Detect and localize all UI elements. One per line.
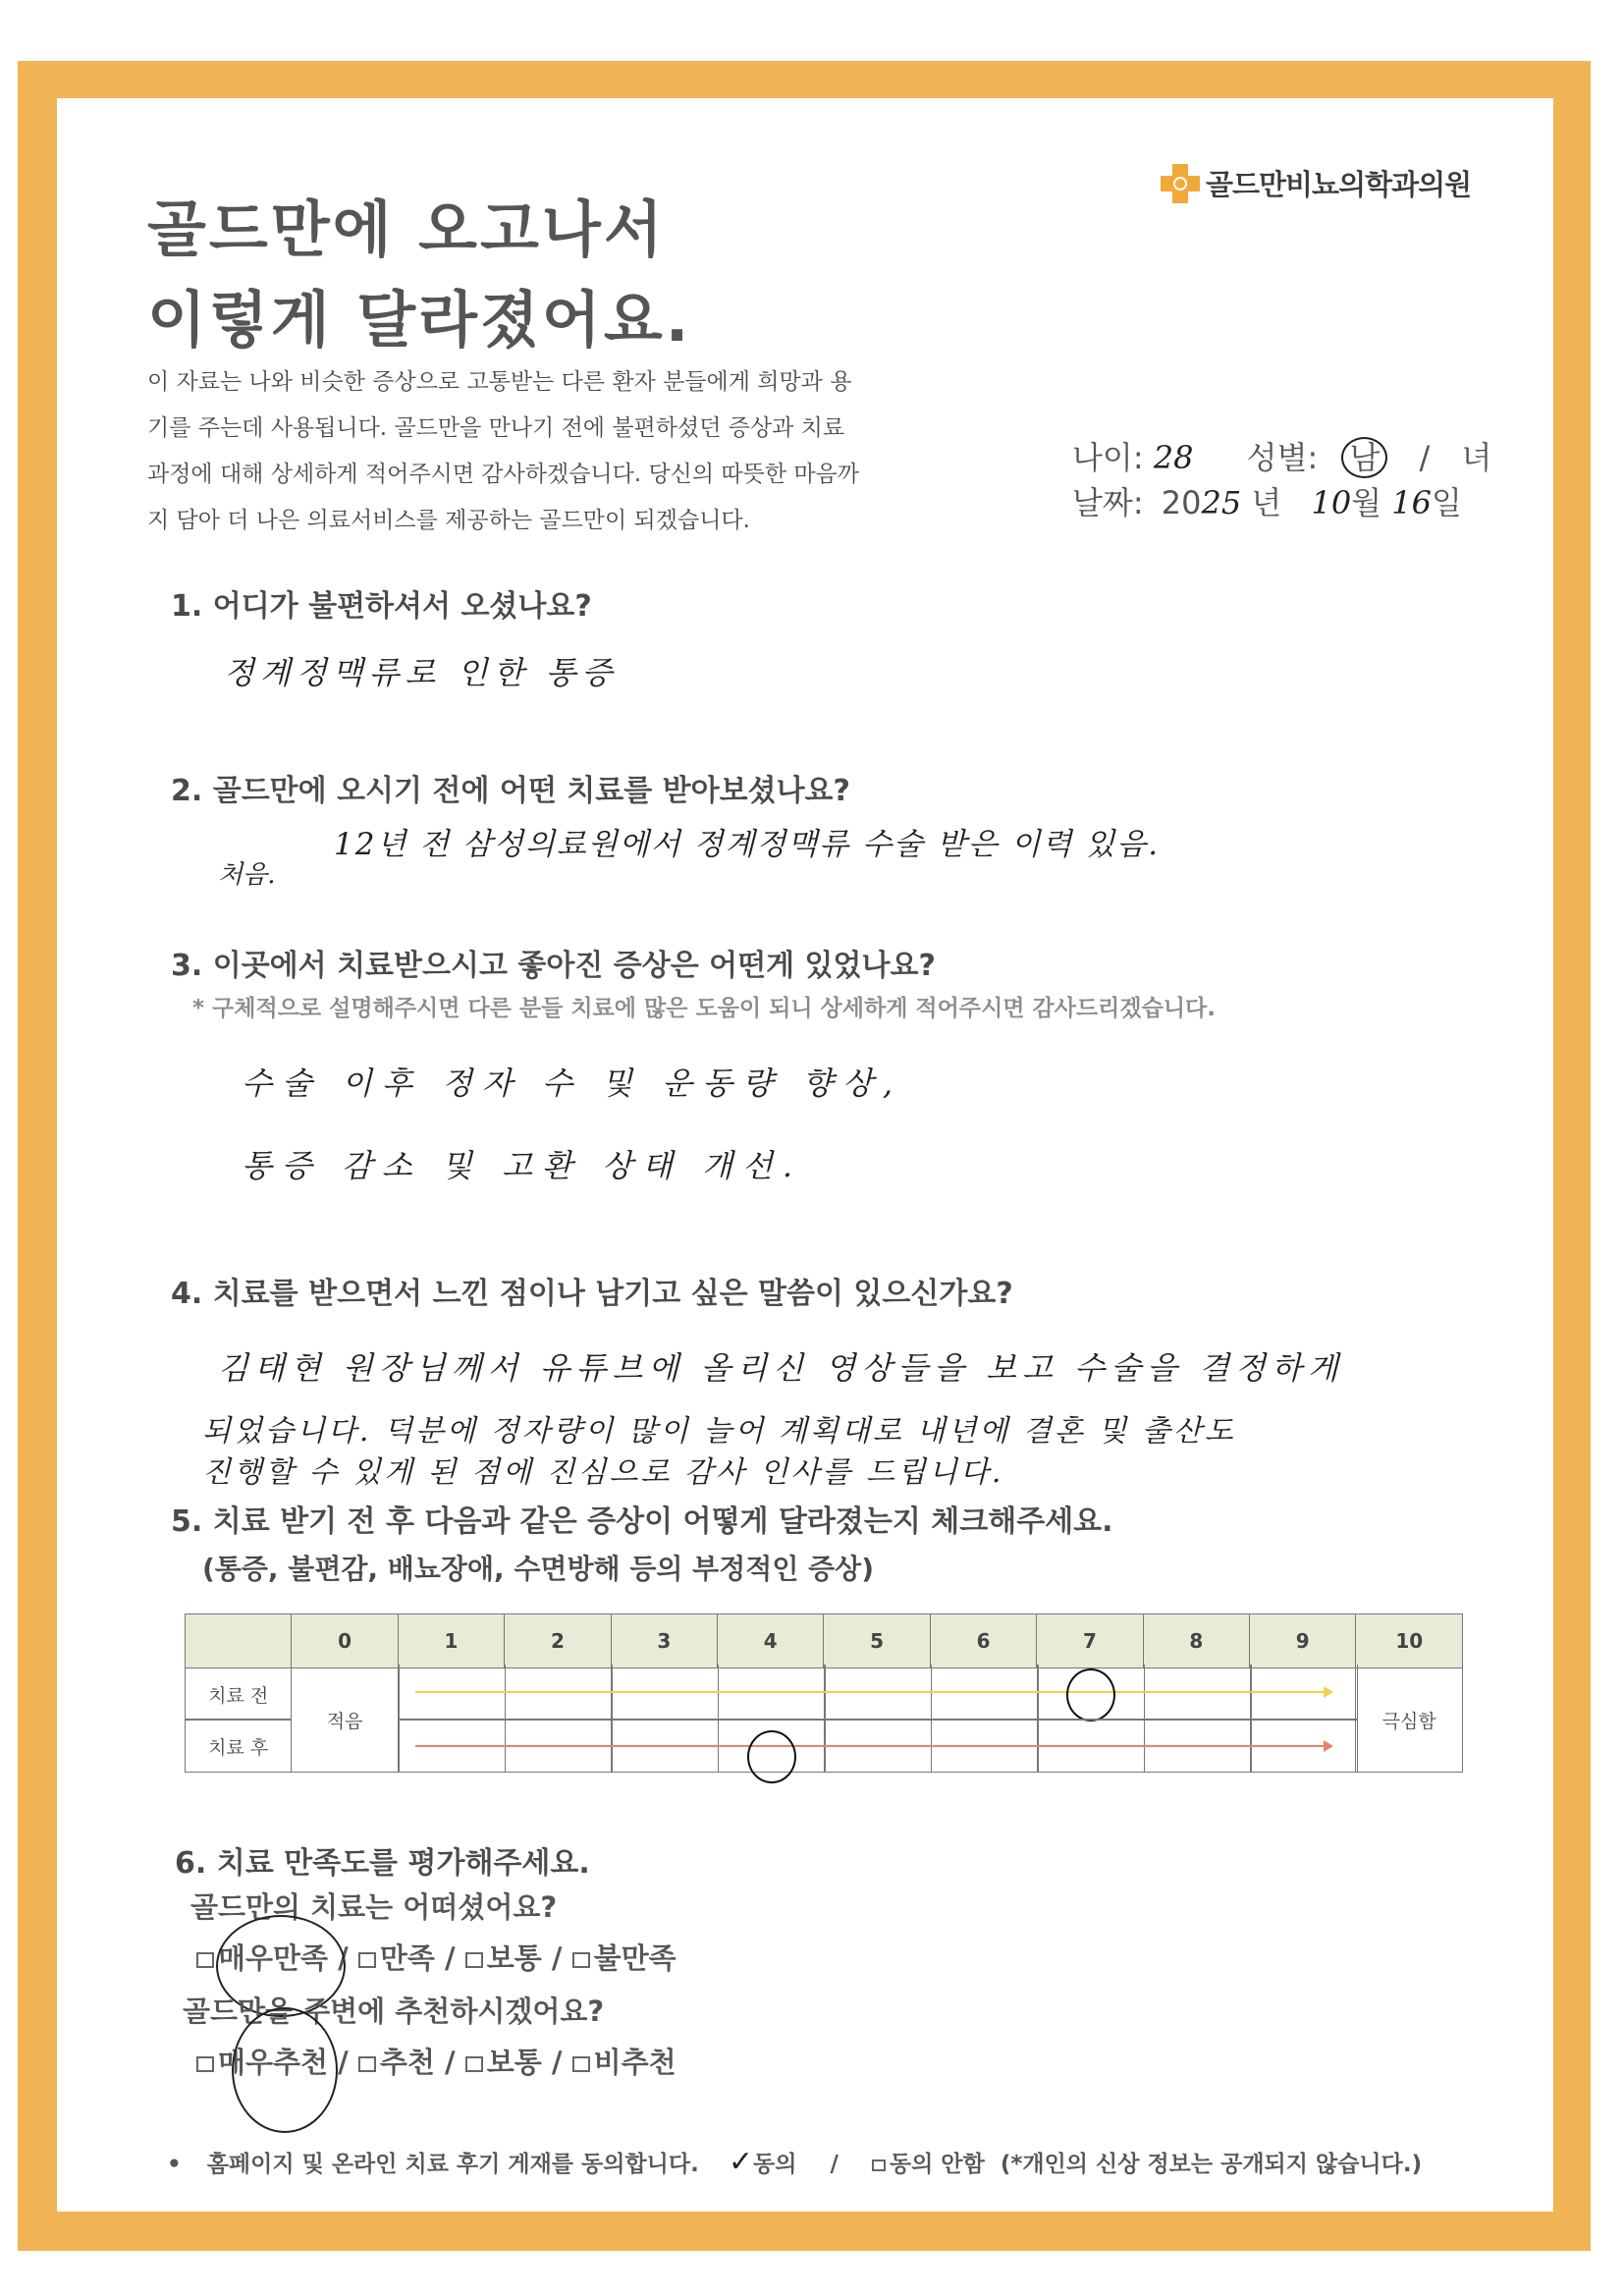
recommend-selection-circle xyxy=(232,2007,338,2133)
intro-line: 지 담아 더 나은 의료서비스를 제공하는 골드만이 되겠습니다. xyxy=(147,508,750,533)
scale-header-0: 0 xyxy=(292,1614,398,1668)
scale-row-before xyxy=(186,1668,1463,1721)
date-row xyxy=(1072,480,1491,525)
clinic-logo xyxy=(1161,163,1471,203)
consent-text: 홈페이지 및 온라인 치료 후기 게재를 동의합니다. xyxy=(206,2152,699,2177)
scale-header-2: 2 xyxy=(505,1614,611,1668)
question-5-sublabel: (통증, 불편감, 배뇨장애, 수면방해 등의 부정적인 증상) xyxy=(202,1553,875,1585)
scale-header-5: 5 xyxy=(824,1614,930,1668)
intro-line: 과정에 대해 상세하게 적어주시면 감사하겠습니다. 당신의 따뜻한 마음까 xyxy=(147,462,860,487)
satisfaction-option-neutral[interactable]: 보통 xyxy=(486,1941,542,1975)
question-6-label: 6. 치료 만족도를 평가해주세요. xyxy=(175,1846,590,1881)
satisfaction-option-dissatisfied[interactable]: 불만족 xyxy=(593,1941,677,1975)
year-prefix: 20 xyxy=(1161,484,1202,521)
scale-header-row xyxy=(186,1614,1463,1668)
consent-note: (*개인의 신상 정보는 공개되지 않습니다.) xyxy=(1000,2152,1423,2177)
checkmark-icon: ✓ xyxy=(728,2145,754,2179)
bullet-icon: • xyxy=(167,2152,182,2177)
row-label-after: 치료 후 xyxy=(186,1721,292,1773)
satisfaction-option-satisfied[interactable]: 만족 xyxy=(379,1941,435,1975)
consent-row xyxy=(167,2145,1422,2179)
day-unit: 일 xyxy=(1432,484,1462,521)
recommend-option-recommend[interactable]: 추천 xyxy=(379,2046,435,2079)
checkbox-icon xyxy=(358,1952,376,1968)
month-field[interactable]: 10 xyxy=(1311,484,1352,521)
satisfaction-options: 매우만족 / 만족 / 보통 / 불만족 xyxy=(196,1937,677,1977)
checkbox-icon xyxy=(572,1952,590,1968)
question-4-answer-line-3[interactable]: 진행할 수 있게 된 점에 진심으로 감사 인사를 드립니다. xyxy=(202,1455,1004,1490)
patient-info xyxy=(1072,435,1491,525)
symptom-scale-table xyxy=(185,1613,1463,1773)
checkbox-icon xyxy=(465,1952,483,1968)
checkbox-icon xyxy=(465,2056,483,2072)
scale-header-blank xyxy=(186,1614,292,1668)
gender-option-male[interactable]: 남 xyxy=(1341,437,1387,478)
scale-header-6: 6 xyxy=(930,1614,1036,1668)
recommend-option-highly[interactable]: 매우추천 xyxy=(218,2046,329,2079)
question-4-answer-line-1[interactable]: 김태현 원장님께서 유튜브에 올리신 영상들을 보고 수술을 결정하게 xyxy=(218,1349,1344,1387)
question-3-hint: * 구체적으로 설명해주시면 다른 분들 치료에 많은 도움이 되니 상세하게 적어주시면 감사드리겠습니다. xyxy=(192,996,1217,1021)
clinic-name: 골드만비뇨의학과의원 xyxy=(1206,168,1472,201)
gender-label: 성별: xyxy=(1246,439,1319,476)
month-unit: 월 xyxy=(1351,484,1382,521)
question-2-label: 2. 골드만에 오시기 전에 어떤 치료를 받아보셨나요? xyxy=(171,774,850,808)
question-5-label: 5. 치료 받기 전 후 다음과 같은 증상이 어떻게 달라졌는지 체크해주세요. xyxy=(171,1504,1113,1539)
page-title xyxy=(147,185,691,365)
question-2-answer-prefix[interactable]: 처음. xyxy=(218,860,276,890)
scale-high-label: 극심함 xyxy=(1356,1668,1463,1773)
consent-disagree-option[interactable]: 동의 안함 xyxy=(889,2152,985,2177)
scale-header-3: 3 xyxy=(611,1614,717,1668)
intro-paragraph xyxy=(147,359,913,544)
scale-header-4: 4 xyxy=(718,1614,824,1668)
recommend-options: 매우추천 / 추천 / 보통 / 비추천 xyxy=(196,2041,677,2081)
intro-line: 이 자료는 나와 비슷한 증상으로 고통받는 다른 환자 분들에게 희망과 용 xyxy=(147,369,852,395)
title-line-2: 이렇게 달라졌어요. xyxy=(147,284,692,355)
question-3-answer-line-2[interactable]: 통증 감소 및 고환 상태 개선. xyxy=(242,1147,803,1184)
year-field[interactable]: 25 xyxy=(1201,484,1242,521)
year-unit: 년 xyxy=(1251,484,1282,521)
age-label: 나이: xyxy=(1072,439,1144,476)
checkbox-icon xyxy=(572,2056,590,2072)
checkbox-icon xyxy=(196,2056,214,2072)
question-3-label: 3. 이곳에서 치료받으시고 좋아진 증상은 어떤게 있었나요? xyxy=(171,949,936,983)
scale-header-10: 10 xyxy=(1356,1614,1463,1668)
checkbox-icon xyxy=(196,1952,214,1968)
question-1-label: 1. 어디가 불편하셔서 오셨나요? xyxy=(171,589,592,624)
date-label: 날짜: xyxy=(1072,484,1144,521)
intro-line: 기를 주는데 사용됩니다. 골드만을 만나기 전에 불편하셨던 증상과 치료 xyxy=(147,415,845,441)
row-label-before: 치료 전 xyxy=(186,1668,292,1721)
scale-header-9: 9 xyxy=(1250,1614,1356,1668)
recommend-question: 골드만을 주변에 추천하시겠어요? xyxy=(183,1995,605,2028)
after-scale-track[interactable] xyxy=(398,1721,1356,1773)
question-2-answer[interactable]: 12년 전 삼성의료원에서 정계정맥류 수술 받은 이력 있음. xyxy=(334,827,1161,862)
gender-option-female[interactable]: 녀 xyxy=(1461,439,1492,476)
gender-separator: / xyxy=(1419,439,1431,476)
satisfaction-option-very-satisfied[interactable]: 매우만족 xyxy=(218,1941,329,1975)
consent-agree-option[interactable]: 동의 xyxy=(753,2152,797,2177)
question-4-answer-line-2[interactable]: 되었습니다. 덕분에 정자량이 많이 늘어 계획대로 내년에 결혼 및 출산도 xyxy=(202,1414,1236,1449)
age-gender-row xyxy=(1072,435,1491,480)
before-scale-track[interactable] xyxy=(398,1668,1356,1721)
satisfaction-question: 골드만의 치료는 어떠셨어요? xyxy=(190,1890,558,1924)
checkbox-icon xyxy=(358,2056,376,2072)
scale-low-label: 적음 xyxy=(292,1668,398,1773)
title-line-1: 골드만에 오고나서 xyxy=(147,193,666,265)
recommend-option-not-recommend[interactable]: 비추천 xyxy=(593,2046,677,2079)
day-field[interactable]: 16 xyxy=(1391,484,1433,521)
recommend-option-neutral[interactable]: 보통 xyxy=(486,2046,542,2079)
gold-cross-heart-icon xyxy=(1161,164,1200,203)
scale-header-7: 7 xyxy=(1037,1614,1143,1668)
question-1-answer[interactable]: 정계정맥류로 인한 통증 xyxy=(224,654,619,691)
scale-header-1: 1 xyxy=(398,1614,504,1668)
scale-header-8: 8 xyxy=(1143,1614,1249,1668)
question-4-label: 4. 치료를 받으면서 느낀 점이나 남기고 싶은 말씀이 있으신가요? xyxy=(171,1277,1013,1311)
consent-separator: / xyxy=(830,2152,839,2177)
checkbox-icon xyxy=(872,2159,886,2171)
question-3-answer-line-1[interactable]: 수술 이후 정자 수 및 운동량 향상, xyxy=(242,1065,903,1102)
age-field[interactable]: 28 xyxy=(1153,439,1194,476)
